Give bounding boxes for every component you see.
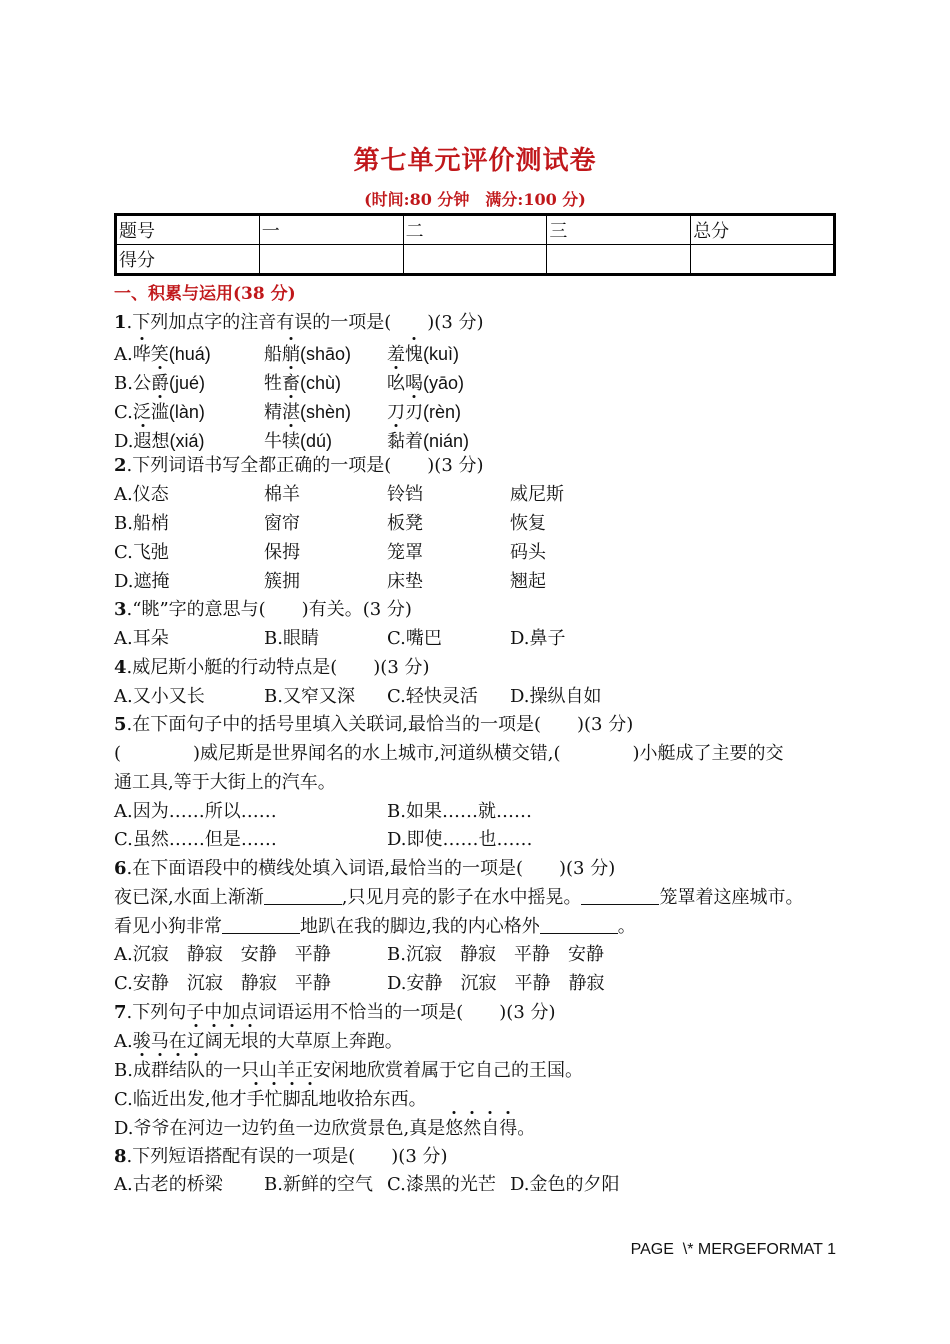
score-cell: 三	[547, 215, 691, 245]
score-input-cell[interactable]	[259, 245, 403, 275]
q2-word: 棉羊	[264, 484, 300, 505]
score-cell: 一	[259, 215, 403, 245]
q1-option: 黏着(nián)	[387, 427, 469, 456]
q2-word: 码头	[510, 542, 546, 563]
q2-word: A.仪态	[114, 484, 169, 505]
q7-option-c: C.临近出发,他才手忙脚乱地收拾东西。	[114, 1086, 427, 1114]
page-footer-field: PAGE \* MERGEFORMAT 1	[630, 1241, 836, 1258]
score-cell: 得分	[116, 245, 260, 275]
q2-word: 床垫	[387, 571, 423, 592]
dotted-phrase: 成群结队	[133, 1060, 205, 1081]
dotted-phrase: 辽阔无垠	[187, 1031, 259, 1052]
q2-word: 翘起	[510, 571, 546, 592]
question-3-stem	[114, 596, 412, 624]
q2-word: 窗帘	[264, 513, 300, 534]
q6-option: C.安静 沉寂 静寂 平静	[114, 973, 331, 994]
q4-option: D.操纵自如	[510, 686, 602, 707]
q6-passage-line: 夜已深,水面上渐渐 ,只见月亮的影子在水中摇晃。 笼罩着这座城市。	[114, 887, 804, 908]
q7-option-b: B.成群结队的一只山羊正安闲地欣赏着属于它自己的王国。	[114, 1057, 583, 1085]
q1-option: 精湛(shèn)	[264, 398, 351, 427]
q4-option: A.又小又长	[114, 686, 205, 707]
q8-option: B.新鲜的空气	[264, 1174, 373, 1195]
section-heading: 一、积累与运用(38 分)	[114, 284, 296, 304]
question-7-stem	[114, 999, 556, 1027]
question-4-stem	[114, 654, 430, 682]
question-number: 5	[114, 714, 127, 735]
q5-passage-line: 通工具,等于大街上的汽车。	[114, 772, 336, 793]
q2-word: C.飞弛	[114, 542, 169, 563]
q8-option: D.金色的夕阳	[510, 1174, 620, 1195]
q1-option: C.泛滥(làn)	[114, 398, 205, 427]
score-cell: 二	[403, 215, 547, 245]
q2-word: 簇拥	[264, 571, 300, 592]
q6-option: B.沉寂 静寂 平静 安静	[387, 944, 604, 965]
q3-option: C.嘴巴	[387, 628, 442, 649]
q2-word: B.船梢	[114, 513, 169, 534]
q1-option: 牲畜(chù)	[264, 369, 341, 398]
fill-blank[interactable]	[264, 886, 342, 905]
q5-option: A.因为……所以……	[114, 801, 277, 822]
q5-option: C.虽然……但是……	[114, 829, 277, 850]
q1-option: B.公爵(jué)	[114, 369, 205, 398]
question-2-stem	[114, 452, 484, 480]
score-table-header-row	[116, 215, 835, 245]
q4-option: C.轻快灵活	[387, 686, 478, 707]
q6-option: D.安静 沉寂 平静 静寂	[387, 973, 605, 994]
question-text: .威尼斯小艇的行动特点是( )(3 分)	[126, 657, 430, 678]
page-subtitle: (时间:80 分钟 满分:100 分)	[364, 190, 586, 209]
q8-option: C.漆黑的光芒	[387, 1174, 496, 1195]
question-text: .下列句子中加点词语运用不恰当的一项是( )(3 分)	[126, 1002, 556, 1023]
question-number: 7	[114, 1002, 127, 1023]
question-text: .下列加点字的注音有误的一项是( )(3 分)	[126, 312, 484, 333]
q8-option: A.古老的桥梁	[114, 1174, 223, 1195]
question-5-stem	[114, 711, 633, 739]
score-cell: 题号	[116, 215, 260, 245]
question-number: 8	[114, 1146, 127, 1167]
fill-blank[interactable]	[540, 915, 618, 934]
q2-word: 铃铛	[387, 484, 423, 505]
q2-word: 恢复	[510, 513, 546, 534]
q7-option-a: A.骏马在辽阔无垠的大草原上奔跑。	[114, 1028, 403, 1056]
q2-word: 威尼斯	[510, 484, 564, 505]
q5-option: D.即使……也……	[387, 829, 533, 850]
q6-option: A.沉寂 静寂 安静 平静	[114, 944, 331, 965]
q1-option: 刀刃(rèn)	[387, 398, 461, 427]
question-number: 2	[114, 455, 127, 476]
q4-option: B.又窄又深	[264, 686, 355, 707]
q1-option: D.遐想(xiá)	[114, 427, 205, 456]
q2-word: 笼罩	[387, 542, 423, 563]
score-input-cell[interactable]	[691, 245, 835, 275]
q1-option: 吆喝(yāo)	[387, 369, 464, 398]
question-8-stem	[114, 1143, 448, 1171]
score-input-cell[interactable]	[547, 245, 691, 275]
q2-word: 保拇	[264, 542, 300, 563]
question-6-stem	[114, 855, 615, 883]
q1-option: 牛犊(dú)	[264, 427, 332, 456]
page-title: 第七单元评价测试卷	[353, 146, 597, 176]
question-text: .在下面语段中的横线处填入词语,最恰当的一项是( )(3 分)	[126, 858, 616, 879]
q1-option: 船艄(shāo)	[264, 340, 351, 369]
dotted-phrase: 悠然自得	[445, 1118, 517, 1139]
score-table-score-row	[116, 245, 835, 275]
question-number: 3	[114, 599, 127, 620]
q5-passage-line: ( )威尼斯是世界闻名的水上城市,河道纵横交错,( )小艇成了主要的交	[114, 743, 784, 764]
fill-blank[interactable]	[222, 915, 300, 934]
q2-word: D.遮掩	[114, 571, 170, 592]
q1-option: 羞愧(kuì)	[387, 340, 459, 369]
dotted-phrase: 手忙脚乱	[247, 1089, 319, 1110]
question-text: .下列词语书写全都正确的一项是( )(3 分)	[126, 455, 484, 476]
q6-passage-line: 看见小狗非常 地趴在我的脚边,我的内心格外 。	[114, 916, 636, 937]
q1-option: A.哗笑(huá)	[114, 340, 211, 369]
q3-option: B.眼睛	[264, 628, 319, 649]
question-number: 6	[114, 858, 127, 879]
fill-blank[interactable]	[581, 886, 659, 905]
question-text: .下列短语搭配有误的一项是( )(3 分)	[126, 1146, 448, 1167]
question-number: 1	[114, 312, 127, 333]
score-cell: 总分	[691, 215, 835, 245]
score-table	[114, 213, 836, 276]
question-number: 4	[114, 657, 127, 678]
score-input-cell[interactable]	[403, 245, 547, 275]
q2-word: 板凳	[387, 513, 423, 534]
q7-option-d: D.爷爷在河边一边钓鱼一边欣赏景色,真是悠然自得。	[114, 1115, 535, 1143]
question-1-stem	[114, 309, 484, 337]
question-text: .“眺”字的意思与( )有关。(3 分)	[126, 599, 412, 620]
question-text: .在下面句子中的括号里填入关联词,最恰当的一项是( )(3 分)	[126, 714, 634, 735]
q3-option: A.耳朵	[114, 628, 169, 649]
q5-option: B.如果……就……	[387, 801, 532, 822]
q3-option: D.鼻子	[510, 628, 566, 649]
